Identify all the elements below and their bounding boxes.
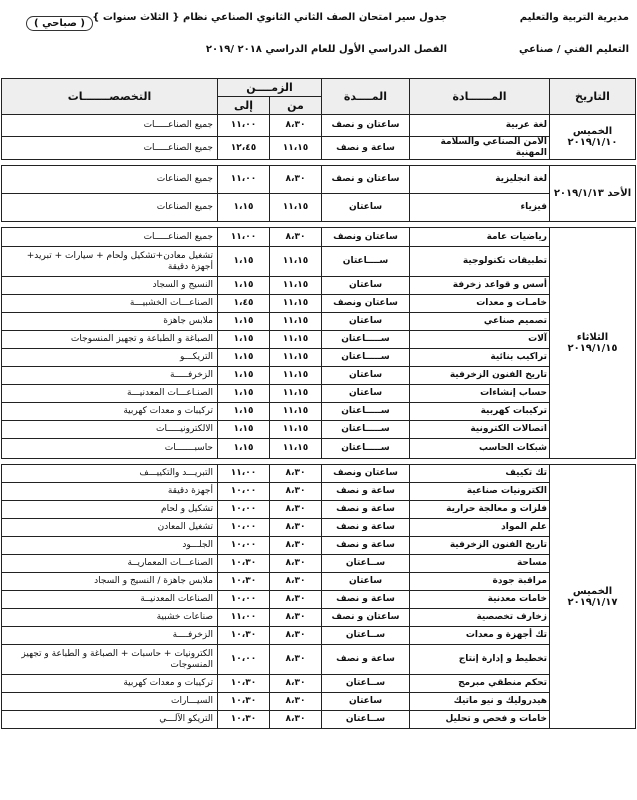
end-time-cell: ١،١٥	[218, 421, 270, 439]
specialization-cell: تشغيل المعادن	[2, 519, 218, 537]
from-column-header: من	[270, 97, 322, 115]
specialization-cell: الالكترونيـــــات	[2, 421, 218, 439]
start-time-cell: ١١،١٥	[270, 247, 322, 277]
table-row	[2, 483, 636, 501]
duration-cell: ساعتان	[322, 277, 410, 295]
date-column-header: التاريخ	[550, 79, 636, 115]
table-row	[2, 331, 636, 349]
subject-cell: تطبيقات تكنولوجية	[410, 247, 550, 277]
subject-cell: فلزات و معالجة حرارية	[410, 501, 550, 519]
subject-cell: اتصالات الكترونية	[410, 421, 550, 439]
end-time-cell: ١،١٥	[218, 247, 270, 277]
duration-cell: ساعتان ونصف	[322, 228, 410, 247]
duration-cell: ساعة و نصف	[322, 591, 410, 609]
end-time-cell: ١٠،٠٠	[218, 519, 270, 537]
specialization-cell: جميع الصناعـــــات	[2, 115, 218, 137]
start-time-cell: ١١،١٥	[270, 439, 322, 459]
table-row	[2, 609, 636, 627]
subject-cell: تركيبات كهربية	[410, 403, 550, 421]
specialization-cell: ملابس جاهزة / النسيج و السجاد	[2, 573, 218, 591]
duration-cell: ساعتان و نصف	[322, 609, 410, 627]
start-time-cell: ٨،٣٠	[270, 228, 322, 247]
subject-cell: تحكم منطقي مبرمج	[410, 675, 550, 693]
end-time-cell: ١،١٥	[218, 385, 270, 403]
duration-cell: ساعة و نصف	[322, 537, 410, 555]
subject-cell: لغة انجليزية	[410, 166, 550, 194]
subject-cell: زخارف تخصصية	[410, 609, 550, 627]
specialization-cell: جميع الصناعـــــات	[2, 228, 218, 247]
start-time-cell: ١١،١٥	[270, 277, 322, 295]
specialization-cell: الصناعات المعدنيــة	[2, 591, 218, 609]
duration-cell: ساعتان	[322, 693, 410, 711]
duration-cell: ســـــاعتان	[322, 331, 410, 349]
duration-cell: ســاعتان	[322, 675, 410, 693]
duration-cell: ساعتان و نصف	[322, 166, 410, 194]
end-time-cell: ١٠،٣٠	[218, 573, 270, 591]
subject-cell: تصميم صناعي	[410, 313, 550, 331]
start-time-cell: ٨،٣٠	[270, 537, 322, 555]
start-time-cell: ١١،١٥	[270, 421, 322, 439]
specializations-column-header: التخصصـــــــات	[2, 79, 218, 115]
duration-cell: ساعة و نصف	[322, 483, 410, 501]
table-row	[2, 115, 636, 137]
subject-cell: خامات معدنية	[410, 591, 550, 609]
end-time-cell: ١٠،٠٠	[218, 501, 270, 519]
specialization-cell: الصناعـــات الخشبيـــة	[2, 295, 218, 313]
specialization-cell: التريكو الآلـــي	[2, 711, 218, 729]
end-time-cell: ١،١٥	[218, 277, 270, 295]
end-time-cell: ١١،٠٠	[218, 609, 270, 627]
table-row	[2, 403, 636, 421]
exam-date-cell: الخميس ٢٠١٩/١/١٧	[550, 465, 636, 729]
table-row	[2, 228, 636, 247]
table-row	[2, 627, 636, 645]
start-time-cell: ٨،٣٠	[270, 519, 322, 537]
start-time-cell: ١١،١٥	[270, 367, 322, 385]
specialization-cell: أجهزة دقيقة	[2, 483, 218, 501]
table-row	[2, 439, 636, 459]
duration-cell: ســـــاعتان	[322, 439, 410, 459]
shift-badge: ( صباحي )	[26, 16, 93, 31]
end-time-cell: ١٠،٣٠	[218, 693, 270, 711]
table-row	[2, 501, 636, 519]
subject-cell: مراقبة جودة	[410, 573, 550, 591]
subject-cell: لغة عربية	[410, 115, 550, 137]
specialization-cell: الزخرفـــــة	[2, 367, 218, 385]
subject-cell: تراكيب بنائية	[410, 349, 550, 367]
end-time-cell: ١،١٥	[218, 349, 270, 367]
specialization-cell: حاسبـــــــات	[2, 439, 218, 459]
end-time-cell: ١٠،٠٠	[218, 537, 270, 555]
start-time-cell: ٨،٣٠	[270, 573, 322, 591]
term-label: الفصل الدراسي الأول للعام الدراسي ٢٠١٨ /٢٠١٩	[205, 44, 447, 55]
subject-cell: آلات	[410, 331, 550, 349]
duration-column-header: المــــدة	[322, 79, 410, 115]
duration-cell: ســـــاعتان	[322, 403, 410, 421]
duration-cell: ســـــاعتان	[322, 421, 410, 439]
table-row	[2, 385, 636, 403]
duration-cell: ساعتان	[322, 385, 410, 403]
education-type-label: التعليم الفني / صناعي	[518, 44, 629, 55]
end-time-cell: ١٠،٣٠	[218, 555, 270, 573]
duration-cell: ساعتان	[322, 367, 410, 385]
end-time-cell: ١،٤٥	[218, 295, 270, 313]
end-time-cell: ١٢،٤٥	[218, 137, 270, 160]
start-time-cell: ٨،٣٠	[270, 645, 322, 675]
specialization-cell: السيـــارات	[2, 693, 218, 711]
duration-cell: ساعتان و نصف	[322, 115, 410, 137]
start-time-cell: ٨،٣٠	[270, 591, 322, 609]
table-row	[2, 645, 636, 675]
end-time-cell: ١،١٥	[218, 367, 270, 385]
duration-cell: ساعتان	[322, 313, 410, 331]
end-time-cell: ١،١٥	[218, 331, 270, 349]
start-time-cell: ٨،٣٠	[270, 555, 322, 573]
specialization-cell: الصناعـــات المعماريــة	[2, 555, 218, 573]
specialization-cell: تركيبات و معدات كهربية	[2, 403, 218, 421]
subject-cell: تاريخ الفنون الزخرفية	[410, 367, 550, 385]
specialization-cell: النسيج و السجاد	[2, 277, 218, 295]
duration-cell: ساعتان ونصف	[322, 295, 410, 313]
subject-cell: هيدروليك و نيو ماتيك	[410, 693, 550, 711]
subject-cell: الكترونيات صناعية	[410, 483, 550, 501]
subject-cell: أسس و قواعد زخرفة	[410, 277, 550, 295]
subject-cell: رياضيات عامة	[410, 228, 550, 247]
start-time-cell: ١١،١٥	[270, 385, 322, 403]
to-column-header: إلى	[218, 97, 270, 115]
table-row	[2, 537, 636, 555]
start-time-cell: ٨،٣٠	[270, 465, 322, 483]
exam-date-cell: الخميس ٢٠١٩/١/١٠	[550, 115, 636, 160]
exam-date-cell: الثلاثاء ٢٠١٩/١/١٥	[550, 228, 636, 459]
end-time-cell: ١١،٠٠	[218, 228, 270, 247]
subject-cell: حساب إنشاءات	[410, 385, 550, 403]
start-time-cell: ١١،١٥	[270, 295, 322, 313]
start-time-cell: ٨،٣٠	[270, 693, 322, 711]
duration-cell: ساعة و نصف	[322, 137, 410, 160]
end-time-cell: ١٠،٣٠	[218, 711, 270, 729]
start-time-cell: ٨،٣٠	[270, 711, 322, 729]
end-time-cell: ١١،٠٠	[218, 465, 270, 483]
start-time-cell: ٨،٣٠	[270, 115, 322, 137]
duration-cell: ساعتان	[322, 573, 410, 591]
table-row	[2, 295, 636, 313]
table-row	[2, 137, 636, 160]
directorate-label: مديرية التربية والتعليم	[519, 12, 629, 23]
subject-cell: فيزياء	[410, 194, 550, 222]
exam-schedule-table	[1, 78, 636, 729]
duration-cell: ساعة و نصف	[322, 501, 410, 519]
table-row	[2, 349, 636, 367]
duration-cell: ساعة و نصف	[322, 519, 410, 537]
start-time-cell: ٨،٣٠	[270, 166, 322, 194]
duration-cell: ســاعتان	[322, 555, 410, 573]
start-time-cell: ٨،٣٠	[270, 675, 322, 693]
start-time-cell: ١١،١٥	[270, 137, 322, 160]
start-time-cell: ١١،١٥	[270, 403, 322, 421]
table-row	[2, 555, 636, 573]
start-time-cell: ٨،٣٠	[270, 483, 322, 501]
end-time-cell: ١،١٥	[218, 403, 270, 421]
end-time-cell: ١١،٠٠	[218, 166, 270, 194]
subject-cell: خامـات و معدات	[410, 295, 550, 313]
document-title: جدول سير امتحان الصف الثاني الثانوي الصناعي نظام { الثلاث سنوات }	[92, 12, 447, 23]
specialization-cell: الجلـــود	[2, 537, 218, 555]
table-row	[2, 194, 636, 222]
start-time-cell: ٨،٣٠	[270, 627, 322, 645]
end-time-cell: ١،١٥	[218, 313, 270, 331]
specialization-cell: التريكـــو	[2, 349, 218, 367]
subject-cell: تك أجهزة و معدات	[410, 627, 550, 645]
end-time-cell: ١٠،٠٠	[218, 645, 270, 675]
table-row	[2, 313, 636, 331]
table-row	[2, 573, 636, 591]
specialization-cell: ملابس جاهزة	[2, 313, 218, 331]
duration-cell: ســــاعتان	[322, 247, 410, 277]
time-column-header: الزمــــن	[218, 79, 322, 97]
subject-cell: شبكات الحاسب	[410, 439, 550, 459]
subject-cell: تخطيط و إدارة إنتاج	[410, 645, 550, 675]
specialization-cell: الكترونيات + حاسبات + الصباغة و الطباعة و تجهيز المنسوجات	[2, 645, 218, 675]
end-time-cell: ١،١٥	[218, 194, 270, 222]
start-time-cell: ١١،١٥	[270, 331, 322, 349]
table-row	[2, 367, 636, 385]
duration-cell: ســـــاعتان	[322, 349, 410, 367]
specialization-cell: جميع الصناعات	[2, 166, 218, 194]
table-row	[2, 465, 636, 483]
duration-cell: ساعتان ونصف	[322, 465, 410, 483]
duration-cell: ســاعتان	[322, 627, 410, 645]
table-row	[2, 693, 636, 711]
page-header	[0, 0, 637, 84]
specialization-cell: تشغيل معادن+تشكيل ولحام + سيارات + تبريد+ أجهزة دقيقة	[2, 247, 218, 277]
duration-cell: ساعتان	[322, 194, 410, 222]
end-time-cell: ١٠،٣٠	[218, 675, 270, 693]
subject-cell: مساحة	[410, 555, 550, 573]
exam-date-cell: الأحد ٢٠١٩/١/١٣	[550, 166, 636, 222]
table-row	[2, 247, 636, 277]
subject-cell: الأمن الصناعي والسلامة المهنية	[410, 137, 550, 160]
start-time-cell: ١١،١٥	[270, 194, 322, 222]
start-time-cell: ٨،٣٠	[270, 501, 322, 519]
start-time-cell: ٨،٣٠	[270, 609, 322, 627]
specialization-cell: جميع الصناعـــــات	[2, 137, 218, 160]
start-time-cell: ١١،١٥	[270, 349, 322, 367]
start-time-cell: ١١،١٥	[270, 313, 322, 331]
specialization-cell: الزخرفــــة	[2, 627, 218, 645]
table-row	[2, 277, 636, 295]
table-row	[2, 519, 636, 537]
table-row	[2, 166, 636, 194]
specialization-cell: صناعات خشبية	[2, 609, 218, 627]
end-time-cell: ١٠،٠٠	[218, 591, 270, 609]
specialization-cell: الصنـاعـــات المعدنيـــة	[2, 385, 218, 403]
end-time-cell: ١٠،٣٠	[218, 627, 270, 645]
end-time-cell: ١١،٠٠	[218, 115, 270, 137]
specialization-cell: تركيبات و معدات كهربية	[2, 675, 218, 693]
table-row	[2, 591, 636, 609]
duration-cell: ساعة و نصف	[322, 645, 410, 675]
subject-cell: تاريخ الفنون الزخرفية	[410, 537, 550, 555]
specialization-cell: تشكيل و لحام	[2, 501, 218, 519]
specialization-cell: التبريـــد والتكييـــف	[2, 465, 218, 483]
table-row	[2, 711, 636, 729]
subject-column-header: المــــــادة	[410, 79, 550, 115]
end-time-cell: ١٠،٠٠	[218, 483, 270, 501]
subject-cell: علم المواد	[410, 519, 550, 537]
duration-cell: ســاعتان	[322, 711, 410, 729]
table-row	[2, 421, 636, 439]
specialization-cell: الصباغة و الطباعة و تجهيز المنسوجات	[2, 331, 218, 349]
specialization-cell: جميع الصناعات	[2, 194, 218, 222]
table-row	[2, 675, 636, 693]
subject-cell: خامات و فحص و تحليل	[410, 711, 550, 729]
subject-cell: تك تكييف	[410, 465, 550, 483]
end-time-cell: ١،١٥	[218, 439, 270, 459]
